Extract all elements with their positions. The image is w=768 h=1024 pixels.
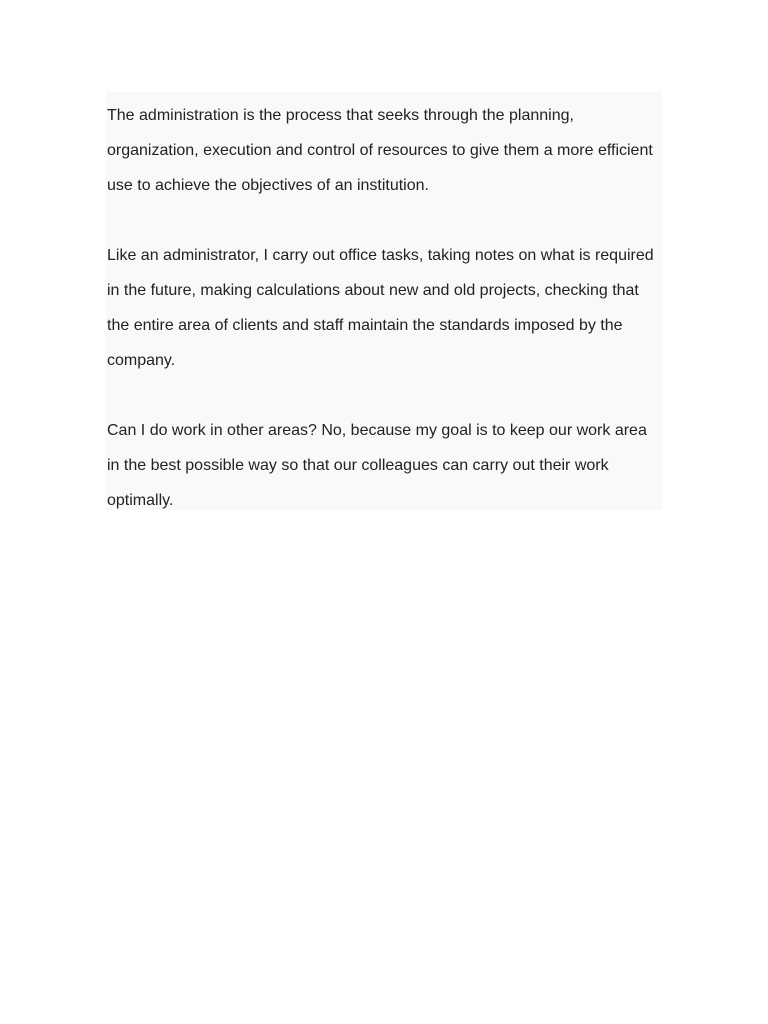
- paragraph-work-areas: Can I do work in other areas? No, because my goal is to keep our work area in the best possible way so that our colleagues can carry out their work optimally.: [107, 422, 647, 509]
- paragraph-administrator-tasks: Like an administrator, I carry out office tasks, taking notes on what is required in the future, making calculations about new and old projects, checking that the entire area of clients and staff maintain the standards imposed by the company.: [107, 247, 654, 369]
- text-block: [106, 92, 662, 510]
- paragraph-administration-definition: The administration is the process that seeks through the planning, organization, execution and control of resources to give them a more efficient use to achieve the objectives of an institution.: [107, 107, 653, 194]
